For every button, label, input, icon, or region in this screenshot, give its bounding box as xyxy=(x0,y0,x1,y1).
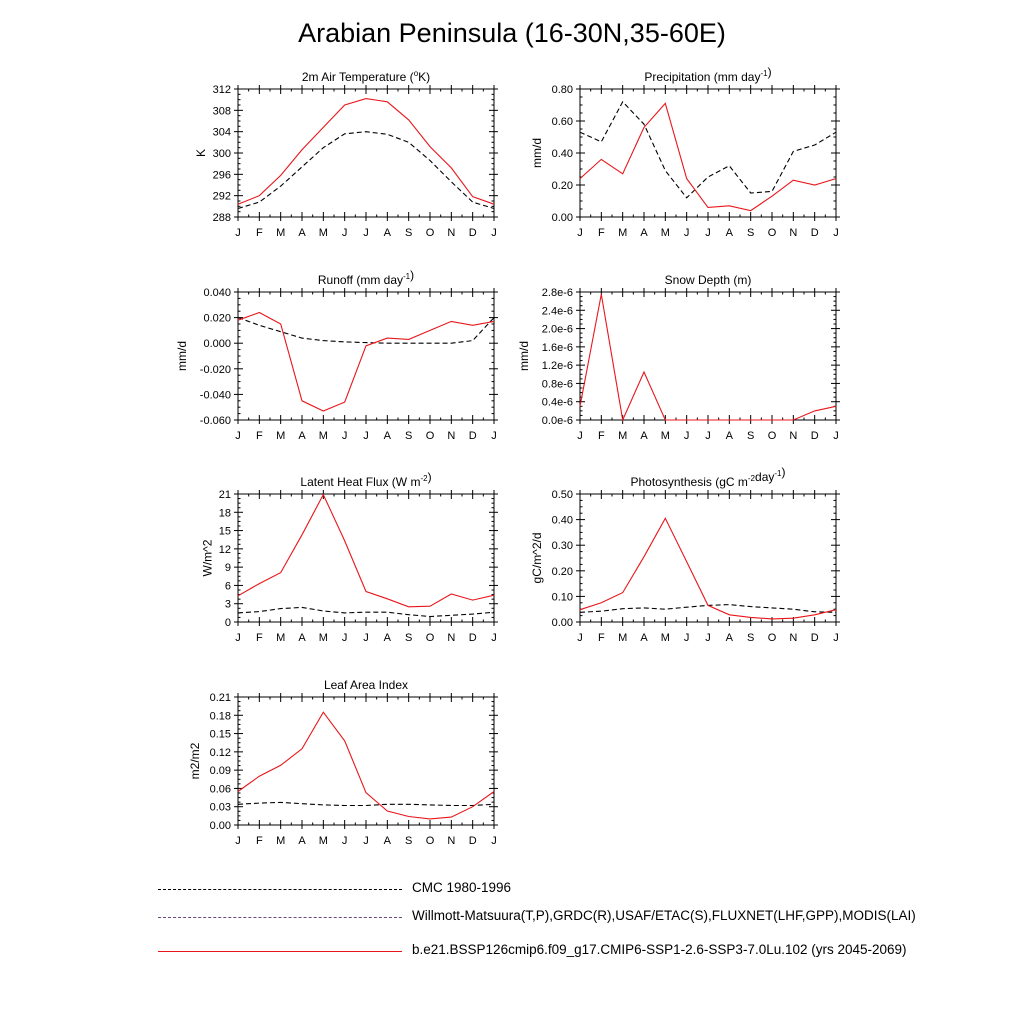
panel-runoff xyxy=(158,268,504,446)
series-line-observed xyxy=(238,802,494,805)
y-tick-label: 15 xyxy=(218,525,231,538)
x-tick-label: M xyxy=(276,227,286,239)
x-tick-label: N xyxy=(789,227,798,239)
y-tick-label: 0.09 xyxy=(209,765,231,778)
plot-frame xyxy=(580,292,836,420)
y-tick-label: 0.80 xyxy=(551,84,573,96)
x-tick-label: F xyxy=(597,227,605,239)
y-tick-label: 0.30 xyxy=(551,540,573,553)
x-tick-label: M xyxy=(618,430,628,442)
x-tick-label: A xyxy=(383,632,392,644)
x-tick-label: J xyxy=(341,430,348,442)
x-tick-label: O xyxy=(767,227,777,239)
x-tick-label: O xyxy=(767,430,777,442)
x-tick-label: F xyxy=(255,227,263,239)
x-tick-label: S xyxy=(404,632,413,644)
y-tick-label: 18 xyxy=(218,507,231,520)
x-tick-label: J xyxy=(341,835,348,847)
y-axis-label: W/m^2 xyxy=(200,539,215,577)
x-tick-label: S xyxy=(746,227,755,239)
x-tick-label: A xyxy=(383,835,392,847)
panel-photosynthesis xyxy=(500,465,846,648)
x-tick-label: F xyxy=(597,632,605,644)
x-tick-label: J xyxy=(235,227,241,239)
x-tick-label: F xyxy=(597,430,605,442)
x-tick-label: A xyxy=(298,835,306,847)
x-tick-label: M xyxy=(318,430,328,442)
y-tick-label: 0.00 xyxy=(209,820,231,832)
y-tick-label: 2.4e-6 xyxy=(541,305,573,318)
y-tick-label: 0.00 xyxy=(551,617,573,629)
y-tick-label: 0.60 xyxy=(551,116,573,128)
y-tick-label: 0.8e-6 xyxy=(541,378,573,391)
x-tick-label: J xyxy=(491,430,497,442)
x-tick-label: F xyxy=(255,835,263,847)
x-tick-label: A xyxy=(725,632,734,644)
x-tick-label: A xyxy=(298,632,306,644)
x-tick-label: J xyxy=(705,227,711,239)
legend-label-obs: Willmott-Matsuura(T,P),GRDC(R),USAF/ETAC(S),FLUXNET(LHF,GPP),MODIS(LAI) xyxy=(412,908,916,923)
x-tick-label: M xyxy=(660,227,670,239)
x-tick-label: N xyxy=(447,227,456,239)
x-tick-label: J xyxy=(705,632,711,644)
x-tick-label: J xyxy=(363,632,369,644)
y-tick-label: 1.2e-6 xyxy=(541,360,573,373)
x-tick-label: D xyxy=(810,632,819,644)
y-tick-label: 2.0e-6 xyxy=(541,323,573,336)
panel-title: Leaf Area Index xyxy=(323,678,409,692)
panel-title: 2m Air Temperature ($^o$K) xyxy=(301,69,431,84)
y-tick-label: 3 xyxy=(224,598,231,611)
panel-latent-heat-flux xyxy=(158,470,504,648)
y-tick-label: 0.03 xyxy=(209,801,231,814)
x-tick-label: N xyxy=(789,632,798,644)
y-tick-label: 0.40 xyxy=(551,148,573,160)
x-tick-label: S xyxy=(404,227,413,239)
series-line-model xyxy=(580,294,836,420)
y-tick-label: 304 xyxy=(212,126,231,139)
y-tick-label: -0.060 xyxy=(199,415,231,427)
x-tick-label: M xyxy=(318,835,328,847)
legend-swatch-cmc xyxy=(158,889,402,890)
y-tick-label: 0.20 xyxy=(551,180,573,192)
x-tick-label: N xyxy=(447,430,456,442)
series-line-model xyxy=(580,103,836,210)
x-tick-label: D xyxy=(810,227,819,239)
legend-label-model: b.e21.BSSP126cmip6.f09_g17.CMIP6-SSP1-2.6-SSP3-7.0Lu.102 (yrs 2045-2069) xyxy=(412,942,907,957)
x-tick-label: M xyxy=(276,632,286,644)
series-line-model xyxy=(238,712,494,819)
y-tick-label: 0.000 xyxy=(203,338,231,351)
x-tick-label: A xyxy=(298,430,306,442)
panel-title: Snow Depth (m) xyxy=(664,273,752,287)
series-line-observed xyxy=(580,102,836,198)
x-tick-label: J xyxy=(833,632,839,644)
x-tick-label: J xyxy=(491,632,497,644)
panel-title: Runoff (mm day$^{-1}$) xyxy=(317,268,415,287)
x-tick-label: N xyxy=(447,632,456,644)
x-tick-label: A xyxy=(383,430,392,442)
x-tick-label: M xyxy=(660,430,670,442)
y-tick-label: 0.15 xyxy=(209,728,231,741)
y-tick-label: 300 xyxy=(212,148,231,160)
x-tick-label: A xyxy=(640,632,648,644)
y-tick-label: 6 xyxy=(224,580,231,593)
y-tick-label: 0.4e-6 xyxy=(541,396,573,409)
y-tick-label: 296 xyxy=(212,169,231,182)
x-tick-label: O xyxy=(767,632,777,644)
panel-title: Latent Heat Flux (W $m^{-2}$) xyxy=(300,470,432,489)
plot-frame xyxy=(580,494,836,622)
x-tick-label: S xyxy=(404,430,413,442)
x-tick-label: J xyxy=(705,430,711,442)
x-tick-label: D xyxy=(468,227,477,239)
y-tick-label: 0.50 xyxy=(551,489,573,501)
x-tick-label: A xyxy=(725,430,734,442)
legend-swatch-obs xyxy=(158,917,402,918)
y-axis-label: mm/d xyxy=(517,341,532,371)
series-line-model xyxy=(580,518,836,619)
x-tick-label: N xyxy=(789,430,798,442)
x-tick-label: M xyxy=(618,632,628,644)
x-tick-label: J xyxy=(363,835,369,847)
panel-precipitation xyxy=(500,65,846,243)
x-tick-label: D xyxy=(468,835,477,847)
y-tick-label: 0.0e-6 xyxy=(541,415,573,427)
y-tick-label: 0.040 xyxy=(203,287,231,299)
y-tick-label: 0.21 xyxy=(209,692,231,704)
y-tick-label: 2.8e-6 xyxy=(541,287,573,299)
x-tick-label: S xyxy=(746,430,755,442)
y-axis-label: m2/m2 xyxy=(187,742,202,780)
x-tick-label: D xyxy=(468,430,477,442)
x-tick-label: M xyxy=(276,835,286,847)
y-axis-label: gC/m^2/d xyxy=(529,532,544,584)
panel-snow-depth xyxy=(500,268,846,446)
y-tick-label: 0.020 xyxy=(203,312,231,325)
x-tick-label: J xyxy=(683,227,690,239)
x-tick-label: A xyxy=(383,227,392,239)
x-tick-label: J xyxy=(235,835,241,847)
y-tick-label: -0.020 xyxy=(199,363,231,376)
panel-leaf-area-index xyxy=(158,673,504,851)
y-axis-label: mm/d xyxy=(529,138,544,168)
legend xyxy=(0,870,1024,980)
x-tick-label: J xyxy=(577,632,583,644)
x-tick-label: J xyxy=(491,227,497,239)
y-tick-label: -0.040 xyxy=(199,389,231,402)
y-tick-label: 0.20 xyxy=(551,565,573,578)
y-tick-label: 0.06 xyxy=(209,783,231,796)
y-axis-label: mm/d xyxy=(175,341,190,371)
legend-label-cmc: CMC 1980-1996 xyxy=(412,880,512,895)
x-tick-label: J xyxy=(491,835,497,847)
y-tick-label: 1.6e-6 xyxy=(541,341,573,354)
plot-frame xyxy=(238,89,494,217)
series-line-observed xyxy=(238,132,494,209)
series-line-model xyxy=(238,313,494,412)
x-tick-label: S xyxy=(746,632,755,644)
x-tick-label: M xyxy=(276,430,286,442)
series-line-observed xyxy=(238,607,494,616)
y-tick-label: 0 xyxy=(224,617,231,629)
x-tick-label: A xyxy=(640,430,648,442)
x-tick-label: O xyxy=(425,227,435,239)
plot-frame xyxy=(580,89,836,217)
x-tick-label: J xyxy=(683,430,690,442)
x-tick-label: O xyxy=(425,430,435,442)
panel-air-temperature xyxy=(158,65,504,243)
y-tick-label: 292 xyxy=(212,190,231,203)
x-tick-label: J xyxy=(363,430,369,442)
legend-swatch-model xyxy=(158,951,402,952)
x-tick-label: M xyxy=(318,227,328,239)
x-tick-label: S xyxy=(404,835,413,847)
x-tick-label: M xyxy=(660,632,670,644)
x-tick-label: A xyxy=(725,227,734,239)
x-tick-label: F xyxy=(255,632,263,644)
x-tick-label: J xyxy=(341,632,348,644)
y-tick-label: 21 xyxy=(218,489,231,501)
x-tick-label: D xyxy=(810,430,819,442)
y-tick-label: 0.12 xyxy=(209,746,231,759)
x-tick-label: J xyxy=(833,227,839,239)
x-tick-label: O xyxy=(425,632,435,644)
x-tick-label: O xyxy=(425,835,435,847)
x-tick-label: M xyxy=(318,632,328,644)
series-line-model xyxy=(238,99,494,205)
y-tick-label: 0.10 xyxy=(551,591,573,604)
panel-title: Photosynthesis (gC $m^{-2}day^{-1}$) xyxy=(630,465,786,489)
x-tick-label: J xyxy=(577,430,583,442)
x-tick-label: F xyxy=(255,430,263,442)
y-tick-label: 308 xyxy=(212,105,231,118)
x-tick-label: M xyxy=(618,227,628,239)
x-tick-label: A xyxy=(298,227,306,239)
y-tick-label: 12 xyxy=(218,543,231,556)
x-tick-label: J xyxy=(833,430,839,442)
y-tick-label: 9 xyxy=(224,562,231,575)
plot-frame xyxy=(238,494,494,622)
y-tick-label: 312 xyxy=(212,84,231,96)
y-tick-label: 0.00 xyxy=(551,212,573,224)
plot-frame xyxy=(238,292,494,420)
page-title: Arabian Peninsula (16-30N,35-60E) xyxy=(298,18,726,48)
panel-title: Precipitation (mm day$^{-1}$) xyxy=(644,65,772,84)
x-tick-label: J xyxy=(363,227,369,239)
x-tick-label: J xyxy=(341,227,348,239)
y-tick-label: 0.18 xyxy=(209,710,231,723)
x-tick-label: D xyxy=(468,632,477,644)
x-tick-label: A xyxy=(640,227,648,239)
y-tick-label: 0.40 xyxy=(551,514,573,527)
x-tick-label: J xyxy=(683,632,690,644)
x-tick-label: N xyxy=(447,835,456,847)
x-tick-label: J xyxy=(235,632,241,644)
series-line-model xyxy=(238,495,494,607)
x-tick-label: J xyxy=(235,430,241,442)
x-tick-label: J xyxy=(577,227,583,239)
y-axis-label: K xyxy=(194,148,209,158)
y-tick-label: 288 xyxy=(212,212,231,224)
